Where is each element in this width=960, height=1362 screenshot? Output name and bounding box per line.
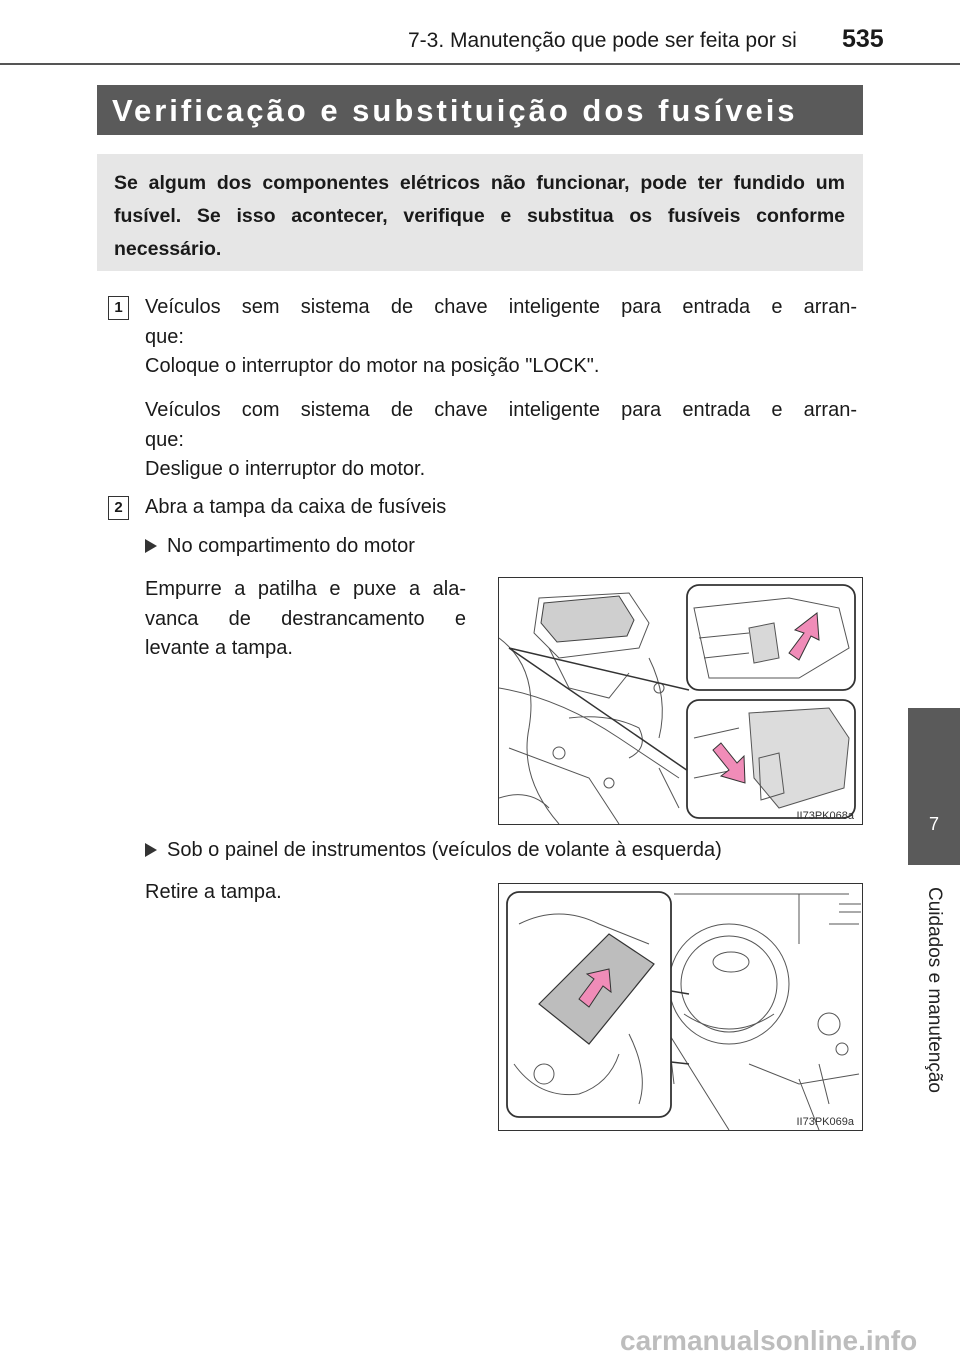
page-title: Verificação e substituição dos fusíveis xyxy=(112,93,798,128)
title-bar xyxy=(97,85,863,135)
subsection-engine-text xyxy=(145,575,466,664)
step-1-p2-line3: Desligue o interruptor do motor. xyxy=(145,458,426,480)
intro-text: Se algum dos componentes elétricos não funcionar, pode ter fundido um fusível. Se isso acontecer, verifique e substitua os fusíveis conforme necessário. xyxy=(114,172,845,260)
instrument-panel-figure xyxy=(498,883,863,1131)
engine-text-line1: Empurre a patilha e puxe a ala- xyxy=(145,578,466,600)
engine-text-line3: levante a tampa. xyxy=(145,637,293,659)
figure-1-code: II73PK068a xyxy=(796,810,854,822)
step-1-p1-line2: que: xyxy=(145,325,184,348)
step-2-number: 2 xyxy=(108,496,129,520)
engine-fuse-box-illustration xyxy=(499,578,862,824)
subsection-dashboard-heading xyxy=(145,836,722,865)
header-rule xyxy=(0,63,960,65)
subsection-engine-heading xyxy=(145,532,415,561)
bullet-triangle-icon xyxy=(145,843,157,857)
watermark: carmanualsonline.info xyxy=(620,1325,918,1356)
figure-2-code: II73PK069a xyxy=(796,1116,854,1128)
engine-compartment-figure xyxy=(498,577,863,825)
page-number: 535 xyxy=(842,25,884,53)
step-1-p2-line1: Veículos com sistema de chave inteligente para entrada e arran- xyxy=(145,399,857,421)
step-1-p1-line1: Veículos sem sistema de chave inteligente para entrada e arran- xyxy=(145,296,857,318)
intro-box xyxy=(97,154,863,271)
step-1-p1-line3: Coloque o interruptor do motor na posição "LOCK". xyxy=(145,355,600,377)
step-1-paragraph-2 xyxy=(145,396,857,485)
chapter-tab xyxy=(908,708,960,865)
engine-text-line2: vanca de destrancamento e xyxy=(145,607,466,630)
chapter-label: Cuidados e manutenção xyxy=(924,887,945,1093)
step-1-p2-line2: que: xyxy=(145,428,184,451)
bullet-triangle-icon xyxy=(145,539,157,553)
subsection-dashboard-text: Retire a tampa. xyxy=(145,881,282,903)
subsection-engine-label: No compartimento do motor xyxy=(167,535,415,557)
header-section-title: 7-3. Manutenção que pode ser feita por si xyxy=(408,29,797,52)
instrument-panel-illustration xyxy=(499,884,862,1130)
step-1-paragraph-1 xyxy=(145,293,857,382)
step-2-text: Abra a tampa da caixa de fusíveis xyxy=(145,496,447,518)
chapter-number: 7 xyxy=(928,814,939,834)
subsection-dashboard-label: Sob o painel de instrumentos (veículos de volante à esquerda) xyxy=(167,839,722,861)
step-1-number: 1 xyxy=(108,296,129,320)
